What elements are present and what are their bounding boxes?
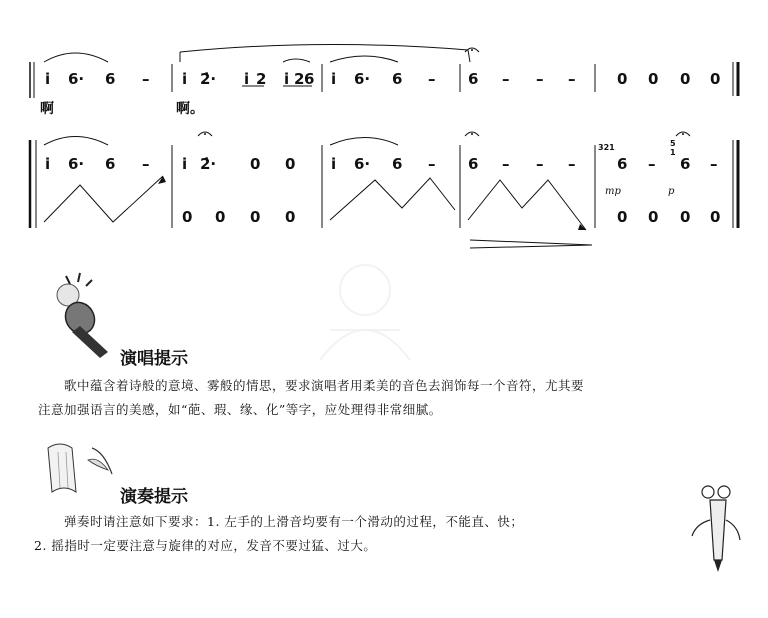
rest: 0 (710, 208, 721, 226)
playing-tip-title: 演奏提示 (120, 487, 188, 507)
note: – (568, 70, 576, 88)
note: – (568, 155, 576, 173)
singing-tip-line-1: 歌中蕴含着诗般的意境、雾般的情思，要求演唱者用柔美的音色去润饰每一个音符，尤其要 (64, 378, 585, 393)
note: – (710, 155, 718, 173)
note: 2̇· (200, 155, 217, 173)
note: 6 (468, 155, 479, 173)
note: 6 (105, 70, 116, 88)
note: i (182, 70, 188, 88)
singing-tip-line-2: 注意加强语言的美感，如“葩、瑕、缘、化”等字，应处理得非常细腻。 (38, 402, 442, 417)
rest: 0 (617, 208, 628, 226)
lyric: 啊。 (176, 101, 204, 117)
note: i (331, 70, 337, 88)
note: 2 (294, 70, 305, 88)
note: i (331, 155, 337, 173)
rest: 0 (680, 70, 691, 88)
note: 6 (392, 155, 403, 173)
note: – (502, 70, 510, 88)
note: i (244, 70, 250, 88)
note: i (182, 155, 188, 173)
note: – (142, 70, 150, 88)
singing-tip-title: 演唱提示 (120, 349, 188, 369)
note: 6· (68, 155, 85, 173)
note: 6 (617, 155, 628, 173)
dynamic-mark: p (668, 186, 675, 197)
note: 2̇· (200, 70, 217, 88)
playing-tip-line-1: 弹奏时请注意如下要求：1. 左手的上滑音均要有一个滑动的过程，不能直、快； (64, 514, 524, 529)
note: 6 (304, 70, 315, 88)
rest: 0 (285, 208, 296, 226)
note: – (142, 155, 150, 173)
note: – (648, 155, 656, 173)
lyric: 啊 (40, 101, 54, 117)
note: 6 (392, 70, 403, 88)
note: 6 (105, 155, 116, 173)
rest: 0 (680, 208, 691, 226)
rest: 0 (285, 155, 296, 173)
rest: 0 (215, 208, 226, 226)
note: 6 (468, 70, 479, 88)
note: i (45, 70, 51, 88)
note: 6 (680, 155, 691, 173)
rest: 0 (250, 155, 261, 173)
note: – (536, 70, 544, 88)
note: – (536, 155, 544, 173)
grace-note: 321 (598, 143, 615, 152)
rest: 0 (648, 208, 659, 226)
note: i (284, 70, 290, 88)
note: – (428, 70, 436, 88)
note: – (428, 155, 436, 173)
rest: 0 (182, 208, 193, 226)
rest: 0 (617, 70, 628, 88)
note: 6· (354, 155, 371, 173)
playing-tip-line-2: 2. 摇指时一定要注意与旋律的对应，发音不要过猛、过大。 (34, 538, 377, 553)
note: 2 (256, 70, 267, 88)
grace-note: 5 (670, 139, 676, 148)
rest: 0 (648, 70, 659, 88)
rest: 0 (250, 208, 261, 226)
note: 6· (68, 70, 85, 88)
note: – (502, 155, 510, 173)
note: 6· (354, 70, 371, 88)
grace-note: 1 (670, 148, 676, 157)
rest: 0 (710, 70, 721, 88)
note: i (45, 155, 51, 173)
dynamic-mark: mp (605, 186, 621, 197)
